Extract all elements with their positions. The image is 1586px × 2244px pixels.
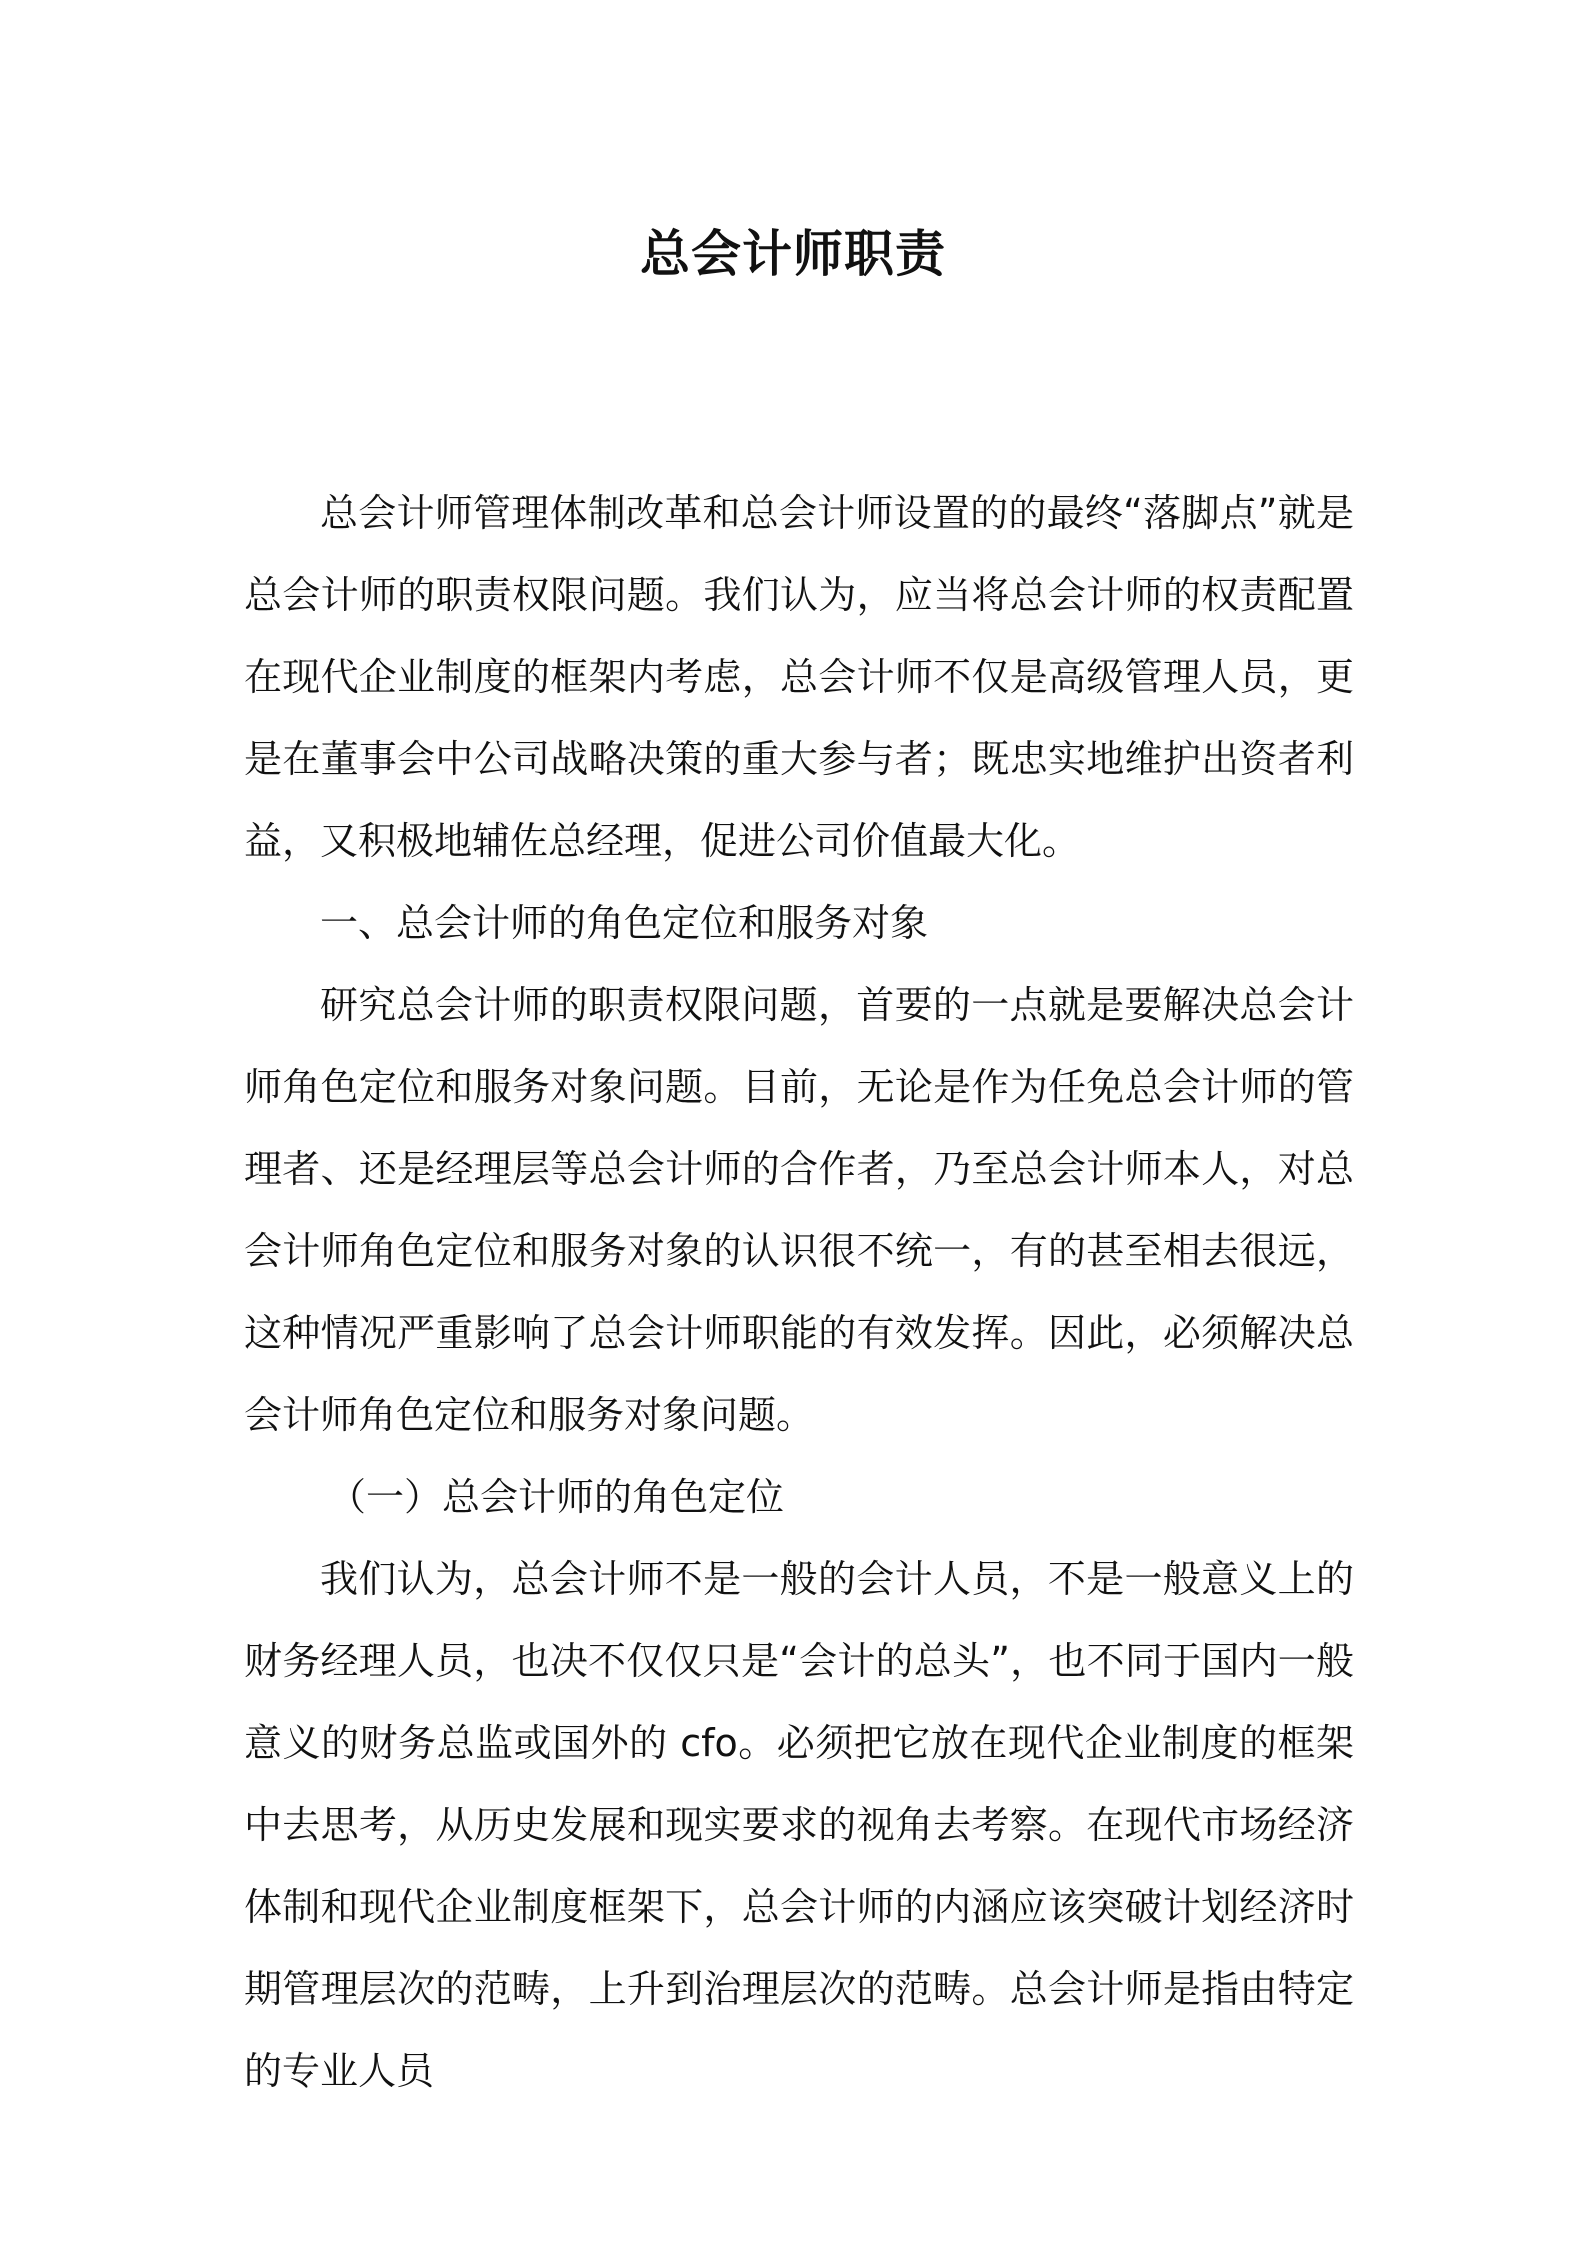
subsection-1-heading: （一）总会计师的角色定位 — [328, 1475, 785, 1519]
document-body — [244, 472, 1354, 2112]
document-title: 总会计师职责 — [640, 225, 946, 283]
section-1-paragraph: 研究总会计师的职责权限问题，首要的一点就是要解决总会计师角色定位和服务对象问题。目前，无论是作为任免总会计师的管理者、还是经理层等总会计师的合作者，乃至总会计师本人，对总会计师角色定位和服务对象的认识很不统一，有的甚至相去很远，这种情况严重影响了总会计师职能的有效发挥。因此，必须解决总会计师角色定位和服务对象问题。 — [244, 983, 1354, 1437]
subsection-1-paragraph: 我们认为，总会计师不是一般的会计人员，不是一般意义上的财务经理人员，也决不仅仅只是“会计的总头”，也不同于国内一般意义的财务总监或国外的 cfo。必须把它放在现代企业制度的框架中去思考，从历史发展和现实要求的视角去考察。在现代市场经济体制和现代企业制度框架下，总会计师的内涵应该突破计划经济时期管理层次的范畴，上升到治理层次的范畴。总会计师是指由特定的专业人员 — [244, 1557, 1354, 2093]
intro-paragraph: 总会计师管理体制改革和总会计师设置的的最终“落脚点”就是总会计师的职责权限问题。我们认为，应当将总会计师的权责配置在现代企业制度的框架内考虑，总会计师不仅是高级管理人员，更是在董事会中公司战略决策的重大参与者；既忠实地维护出资者利益，又积极地辅佐总经理，促进公司价值最大化。 — [244, 491, 1354, 863]
section-1-heading: 一、总会计师的角色定位和服务对象 — [320, 901, 929, 945]
